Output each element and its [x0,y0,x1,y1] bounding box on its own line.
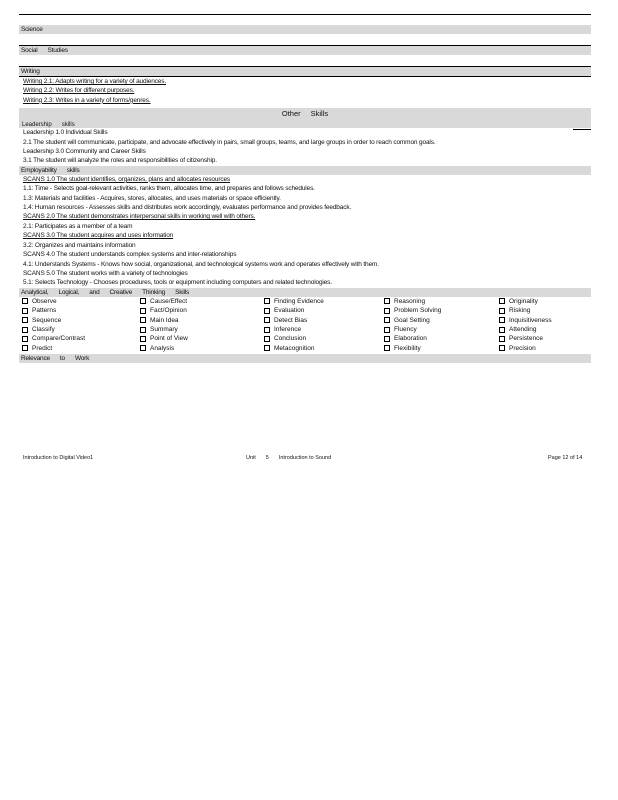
checkbox-label: Observe [32,297,57,305]
checkbox-label: Persistence [509,335,543,343]
checkbox-label: Originality [509,297,538,305]
checkbox-square[interactable] [384,327,390,333]
skill-checkbox-reasoning[interactable] [384,297,499,306]
checkbox-label: Inquisitiveness [509,316,552,324]
skill-checkbox-persistence[interactable] [499,334,594,343]
checkbox-square[interactable] [499,298,505,304]
checkbox-label: Elaboration [394,335,427,343]
checkbox-label: Fluency [394,325,417,333]
checkbox-square[interactable] [140,298,146,304]
checkbox-square[interactable] [140,345,146,351]
checkbox-square[interactable] [22,298,28,304]
checkbox-square[interactable] [22,345,28,351]
skill-checkbox-risking[interactable] [499,306,594,315]
skill-checkbox-compare-contrast[interactable] [22,334,140,343]
writing-item: Writing 2.1: Adapts writing for a variety of audiences. [23,78,167,85]
checkbox-square[interactable] [140,317,146,323]
employability-item: 1.4: Human resources - Assesses skills and distributes work accordingly, evaluates performance and provides feedback. [23,204,352,212]
checkbox-label: Finding Evidence [274,297,324,305]
employability-item: 1.1: Time - Selects goal-relevant activities, ranks them, allocates time, and prepares and follows schedules. [23,185,315,193]
skill-checkbox-goal-setting[interactable] [384,316,499,325]
thinking-skills-checklist [19,297,591,353]
checkbox-square[interactable] [140,327,146,333]
writing-list [19,76,591,105]
employability-header: Employability skills [19,166,591,175]
checkbox-label: Conclusion [274,335,307,343]
employability-item: SCANS 3.0 The student acquires and uses information [23,232,174,240]
skill-checkbox-observe[interactable] [22,297,140,306]
checkbox-label: Detect Bias [274,316,308,324]
checkbox-square[interactable] [264,336,270,342]
employability-item: 3.2: Organizes and maintains information [23,241,136,249]
checkbox-square[interactable] [22,327,28,333]
relevance-header: Relevance to Work [19,354,591,363]
skill-checkbox-attending[interactable] [499,325,594,334]
leadership-item: 3.1 The student will analyze the roles and responsibilities of citizenship. [23,157,217,165]
skill-checkbox-inference[interactable] [264,325,384,334]
writing-item: Writing 2.3: Writes in a variety of forms/genres. [23,96,151,104]
skill-checkbox-cause-effect[interactable] [140,297,264,306]
document-body [19,14,591,363]
footer-page-number: Page 12 of 14 [548,455,583,461]
checkbox-label: Summary [150,325,178,333]
skill-checkbox-point-of-view[interactable] [140,334,264,343]
checkbox-square[interactable] [384,298,390,304]
leadership-item: Leadership 3.0 Community and Career Skills [23,148,146,156]
employability-item: SCANS 4.0 The student understands complex systems and inter-relationships [23,251,237,259]
checkbox-label: Compare/Contrast [32,335,86,343]
social-studies-header: Social Studies [19,46,591,55]
skill-checkbox-summary[interactable] [140,325,264,334]
footer-course-title: Introduction to Digital Video1 [23,455,94,461]
checkbox-label: Cause/Effect [150,297,188,305]
checkbox-label: Metacognition [274,344,315,352]
checkbox-square[interactable] [264,298,270,304]
checkbox-label: Main Idea [150,316,179,324]
checkbox-square[interactable] [140,336,146,342]
skill-checkbox-inquisitiveness[interactable] [499,316,594,325]
checkbox-label: Point of View [150,335,188,343]
skill-checkbox-conclusion[interactable] [264,334,384,343]
leadership-skills-label: Leadership skills [22,122,75,129]
employability-item: 5.1: Selects Technology - Chooses procedures, tools or equipment including computers and related technologies. [23,279,332,287]
skill-checkbox-predict[interactable] [22,344,140,353]
skill-checkbox-detect-bias[interactable] [264,316,384,325]
checkbox-square[interactable] [499,308,505,314]
skill-checkbox-fact-opinion[interactable] [140,306,264,315]
leadership-item: 2.1 The student will communicate, participate, and advocate effectively in pairs, small groups, teams, and large groups in order to reach common goals. [23,138,436,146]
employability-item: 1.3: Materials and facilities - Acquires, stores, allocates, and uses materials or space efficiently. [23,194,281,202]
checkbox-square[interactable] [264,317,270,323]
checkbox-label: Inference [274,325,302,333]
checkbox-square[interactable] [384,308,390,314]
skill-checkbox-classify[interactable] [22,325,140,334]
checkbox-label: Sequence [32,316,62,324]
skill-checkbox-problem-solving[interactable] [384,306,499,315]
leadership-rule [573,129,591,130]
checkbox-square[interactable] [264,327,270,333]
checkbox-square[interactable] [22,308,28,314]
leadership-list [19,128,591,166]
employability-item: SCANS 5.0 The student works with a variety of technologies [23,269,188,277]
checkbox-square[interactable] [22,336,28,342]
checkbox-square[interactable] [499,327,505,333]
skill-checkbox-fluency[interactable] [384,325,499,334]
checkbox-square[interactable] [499,336,505,342]
skill-checkbox-sequence[interactable] [22,316,140,325]
other-skills-header: Other Skills Leadership skills [19,108,591,128]
checkbox-label: Reasoning [394,297,426,305]
footer-unit: Unit 5 Introduction to Sound [246,455,332,461]
skill-checkbox-originality[interactable] [499,297,594,306]
skill-checkbox-precision[interactable] [499,344,594,353]
employability-item: 2.1: Participates as a member of a team [23,222,133,230]
checkbox-label: Classify [32,325,55,333]
skill-checkbox-metacognition[interactable] [264,344,384,353]
checkbox-square[interactable] [384,317,390,323]
analytical-header: Analytical, Logical, and Creative Thinking Skills [19,288,591,297]
writing-header: Writing [19,67,591,76]
skill-checkbox-patterns[interactable] [22,306,140,315]
checkbox-label: Flexibility [394,344,421,352]
skill-checkbox-elaboration[interactable] [384,334,499,343]
leadership-item: Leadership 1.0 Individual Skills [23,129,108,137]
skill-checkbox-analysis[interactable] [140,344,264,353]
checkbox-square[interactable] [140,308,146,314]
checkbox-label: Problem Solving [394,307,442,315]
writing-item: Writing 2.2: Writes for different purposes. [23,87,135,95]
checkbox-square[interactable] [499,317,505,323]
checkbox-square[interactable] [384,336,390,342]
checkbox-label: Patterns [32,307,57,315]
checkbox-label: Fact/Opinion [150,307,187,315]
checkbox-label: Evaluation [274,307,305,315]
skill-checkbox-evaluation[interactable] [264,306,384,315]
checkbox-label: Precision [509,344,536,352]
checkbox-square[interactable] [384,345,390,351]
checkbox-square[interactable] [264,308,270,314]
checkbox-square[interactable] [22,317,28,323]
employability-item: 4.1: Understands Systems - Knows how social, organizational, and technological systems work and operates effectively with them. [23,260,379,268]
checkbox-label: Attending [509,325,537,333]
checkbox-square[interactable] [499,345,505,351]
science-header: Science [19,25,591,34]
checkbox-label: Risking [509,307,531,315]
employability-item: SCANS 2.0 The student demonstrates interpersonal skills in working well with others. [23,213,256,221]
skill-checkbox-flexibility[interactable] [384,344,499,353]
checkbox-label: Predict [32,344,53,352]
checkbox-square[interactable] [264,345,270,351]
skill-checkbox-finding-evidence[interactable] [264,297,384,306]
employability-list [19,175,591,288]
employability-item: SCANS 1.0 The student identifies, organizes, plans and allocates resources [23,175,231,183]
skill-checkbox-main-idea[interactable] [140,316,264,325]
checkbox-label: Analysis [150,344,175,352]
checkbox-label: Goal Setting [394,316,430,324]
